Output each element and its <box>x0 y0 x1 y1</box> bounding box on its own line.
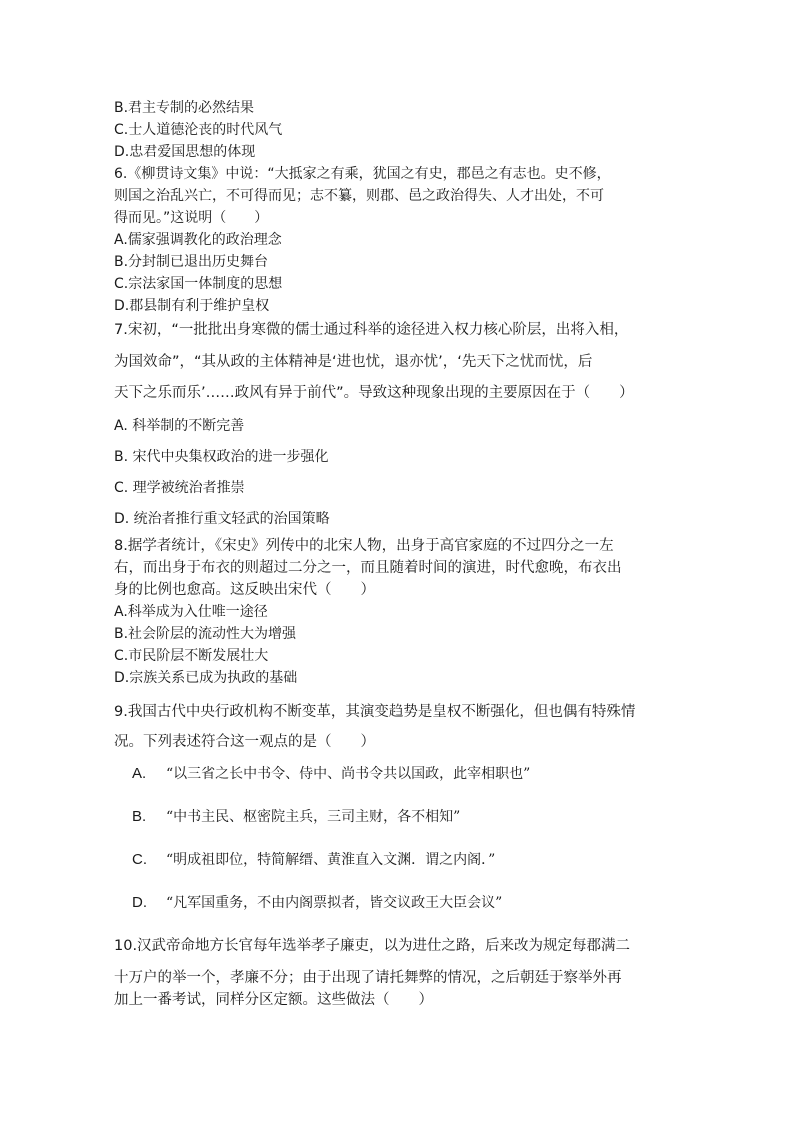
q5-option-b: B.君主专制的必然结果 <box>114 100 255 116</box>
q9-option-a-label: A. <box>132 765 147 782</box>
q7-stem-line-1: 7.宋初，“一批批出身寒微的儒士通过科举的途径进入权力核心阶层，出将入相， <box>114 322 629 338</box>
q7-option-d: D. 统治者推行重文轻武的治国策略 <box>114 511 330 527</box>
q8-stem-line-3: 身的比例也愈高。这反映出宋代（ ） <box>114 582 375 598</box>
q6-option-a: A.儒家强调教化的政治理念 <box>114 232 282 248</box>
q10-stem-line-3: 加上一番考试，同样分区定额。这些做法（ ） <box>114 992 433 1008</box>
q8-stem-line-1: 8.据学者统计，《宋史》列传中的北宋人物，出身于高官家庭的不过四分之一左 <box>114 538 614 554</box>
q8-stem-line-2: 右，而出身于布衣的则超过二分之一，而且随着时间的演进，时代愈晚，布衣出 <box>114 560 622 576</box>
q8-option-a: A.科举成为入仕唯一途径 <box>114 604 268 620</box>
q9-option-d-label: D. <box>132 894 147 911</box>
q9-option-c-text: “明成祖即位，特简解缙、黄淮直入文渊．谓之内阁．” <box>166 852 496 868</box>
q9-option-b-text: “中书主民、枢密院主兵，三司主财，各不相知” <box>166 809 461 825</box>
q7-option-c: C. 理学被统治者推崇 <box>114 480 245 496</box>
q8-option-c: C.市民阶层不断发展壮大 <box>114 648 269 664</box>
q9-option-a-text: “以三省之长中书令、侍中、尚书令共以国政，此宰相职也” <box>166 766 531 782</box>
q10-stem-line-2: 十万户的举一个，孝廉不分；由于出现了请托舞弊的情况，之后朝廷于察举外再 <box>114 970 622 986</box>
q7-option-b: B. 宋代中央集权政治的进一步强化 <box>114 449 329 465</box>
q7-stem-line-3: 天下之乐而乐’……政风有异于前代”。导致这种现象出现的主要原因在于（ ） <box>114 385 634 401</box>
q8-option-b: B.社会阶层的流动性大为增强 <box>114 626 297 642</box>
q6-option-b: B.分封制已退出历史舞台 <box>114 254 269 270</box>
q9-option-b-label: B. <box>132 808 147 825</box>
q9-stem-line-2: 况。下列表述符合这一观点的是（ ） <box>114 734 375 750</box>
q9-stem-line-1: 9.我国古代中央行政机构不断变革，其演变趋势是皇权不断强化，但也偶有特殊情 <box>114 704 636 720</box>
q9-option-c-label: C. <box>132 851 147 868</box>
q6-stem-line-3: 得而见。”这说明（ ） <box>114 210 269 226</box>
q5-option-d: D.忠君爱国思想的体现 <box>114 144 256 160</box>
q6-stem-line-1: 6.《柳贯诗文集》中说：“大抵家之有乘，犹国之有史，郡邑之有志也。史不修， <box>114 166 611 182</box>
q5-option-c: C.士人道德沦丧的时代风气 <box>114 122 283 138</box>
q6-option-d: D.郡县制有利于维护皇权 <box>114 298 270 314</box>
q6-stem-line-2: 则国之治乱兴亡，不可得而见；志不纂，则郡、邑之政治得失、人才出处，不可 <box>114 188 604 204</box>
q9-option-d-text: “凡军国重务，不由内阁票拟者，皆交议政王大臣会议” <box>166 895 503 911</box>
q7-stem-line-2: 为国效命”，“其从政的主体精神是‘进也忧，退亦忧’，‘先天下之忧而忧，后 <box>114 354 593 370</box>
q6-option-c: C.宗法家国一体制度的思想 <box>114 276 283 292</box>
q7-option-a: A. 科举制的不断完善 <box>114 418 245 434</box>
q8-option-d: D.宗族关系已成为执政的基础 <box>114 670 298 686</box>
q10-stem-line-1: 10.汉武帝命地方长官每年选举孝子廉吏，以为进仕之路，后来改为规定每郡满二 <box>114 938 631 954</box>
